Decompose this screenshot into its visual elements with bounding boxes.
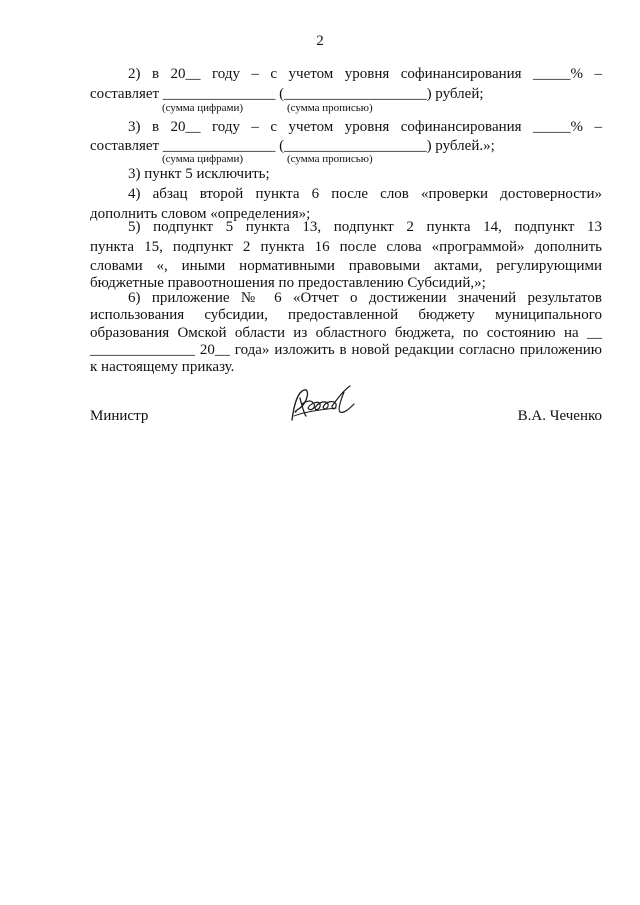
item-5-line-1: 5) подпункт 5 пункта 13, подпункт 2 пункта 14, подпункт 13 [128,219,602,235]
item-6-line-1: 6) приложение № 6 «Отчет о достижении значений результатов [128,290,602,306]
item-5-line-3: словами «, иными нормативными правовыми актами, регулирующими [90,258,602,274]
item-3a-line-1: 3) в 20__ году – с учетом уровня софинансирования _____% – [128,119,602,135]
item-2-line-1: 2) в 20__ году – с учетом уровня софинансирования _____% – [128,66,602,82]
item-2-line-2: составляет _______________ (___________________) рублей; [90,86,484,102]
item-5-line-2: пункта 15, подпункт 2 пункта 16 после слова «программой» дополнить [90,239,602,255]
caption-sum-digits-2: (сумма цифрами) [162,153,244,165]
page-number: 2 [316,33,324,49]
item-6-line-4: ______________ 20__ года» изложить в новой редакции согласно приложению [90,342,602,358]
item-4-line-1: 4) абзац второй пункта 6 после слов «проверки достоверности» [128,186,602,202]
item-3a-line-2: составляет _______________ (___________________) рублей.»; [90,138,495,154]
item-5-line-4: бюджетные правоотношения по предоставлению Субсидий,»; [90,275,486,291]
item-3-point-5: 3) пункт 5 исключить; [128,166,270,182]
caption-sum-words-2: (сумма прописью) [287,153,373,165]
handwritten-signature [288,382,360,426]
minister-name: В.А. Чеченко [517,408,602,424]
caption-sum-digits: (сумма цифрами) [162,102,244,114]
minister-title: Министр [90,408,149,424]
item-4-line-2: дополнить словом «определения»; [90,206,311,222]
item-6-line-3: образования Омской области из областного бюджета, по состоянию на __ [90,325,602,341]
item-6-line-5: к настоящему приказу. [90,359,235,375]
caption-sum-words: (сумма прописью) [287,102,373,114]
item-6-line-2: использования субсидии, предоставленной бюджету муниципального [90,307,602,323]
